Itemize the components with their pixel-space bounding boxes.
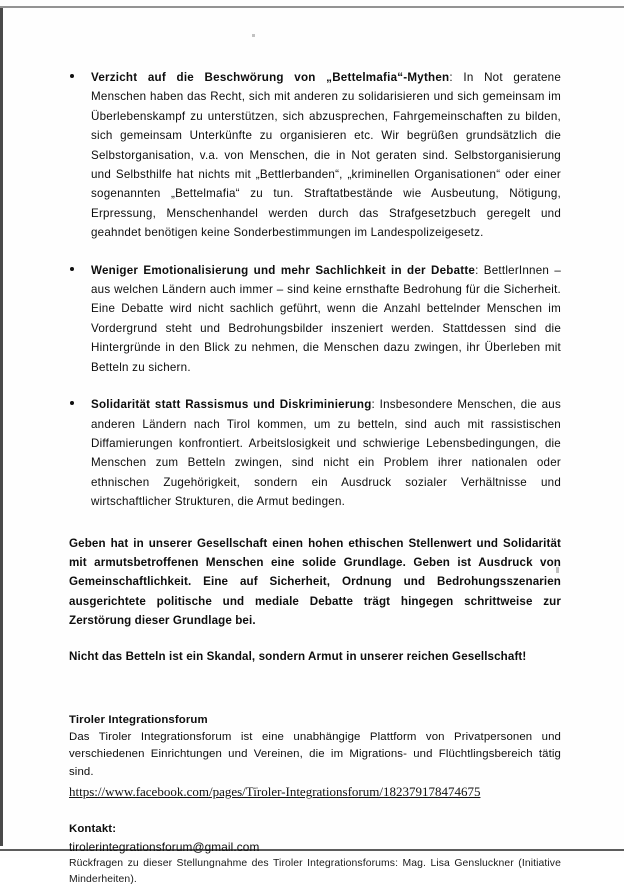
list-item — [69, 395, 561, 511]
facebook-url-link[interactable]: https://www.facebook.com/pages/Tiroler-Integrationsforum/182379178474675 — [69, 784, 481, 800]
scan-speck-artifact — [252, 34, 255, 37]
scan-edge-top-artifact — [0, 6, 624, 8]
organization-heading: Tiroler Integrationsforum — [69, 713, 208, 726]
demands-list — [69, 68, 561, 512]
document-body — [69, 68, 561, 887]
bullet-lead-in: Weniger Emotionalisierung und mehr Sachlichkeit in der Debatte — [91, 263, 476, 277]
scan-edge-left-artifact — [0, 8, 3, 846]
contact-heading: Kontakt: — [69, 823, 117, 836]
closing-statement: Nicht das Betteln ist ein Skandal, sondern Armut in unserer reichen Gesellschaft! — [69, 649, 527, 663]
contact-note: Rückfragen zu dieser Stellungnahme des Tiroler Integrationsforums: Mag. Lisa Gensluckner (Initiative Minderheiten). — [69, 858, 561, 885]
bullet-paragraph — [91, 261, 561, 377]
bullet-point-icon — [70, 401, 74, 405]
bullet-body-text: : BettlerInnen – aus welchen Ländern auch immer – sind keine ernsthafte Bedrohung für die Sicherheit. Eine Debatte wird nicht sachlich geführt, wenn die Anzahl bettelnder Menschen im Vordergrund steht und Bedrohungsbilder inszeniert werden. Stattdessen sind die Hintergründe in den Blick zu nehmen, die Menschen dazu zwingen, ihr Überleben mit Betteln zu sichern. — [91, 263, 561, 374]
bullet-paragraph — [91, 395, 561, 511]
bullet-body-text: : Insbesondere Menschen, die aus anderen Ländern nach Tirol kommen, um zu betteln, sind auch mit rassistischen Diffamierungen konfrontiert. Arbeitslosigkeit und schwierige Lebensbedingungen, die Menschen zum Betteln zwingen, sind nicht ein Problem ihrer nationalen oder ethnischen Zugehörigkeit, sondern ein Ausdruck sozialer Verhältnisse und wirtschaftlicher Strukturen, die Armut bedingen. — [91, 398, 562, 509]
contact-block — [69, 821, 561, 887]
footer-section — [69, 712, 561, 887]
list-item — [69, 261, 561, 377]
closing-paragraph: Geben hat in unserer Gesellschaft einen hohen ethischen Stellenwert und Solidarität mit armutsbetroffenen Menschen eine solide Grundlage. Geben ist Ausdruck von Gemeinschaftlichkeit. Eine auf Sicherheit, Ordnung und Bedrohungsszenarien ausgerichtete politische und mediale Debatte trägt hingegen schrittweise zur Zerstörung dieser Grundlage bei. — [69, 536, 561, 628]
bullet-body-text: : In Not geratene Menschen haben das Recht, sich mit anderen zu solidarisieren und sich gemeinsam im Überlebenskampf zu unterstützen, sich abzusprechen, Fahrgemeinschaften zu bilden, sich gemeinsam Unterkünfte zu organisieren etc. Wir begrüßen grundsätzlich die Selbstorganisation, v.a. von Menschen, die in Not geraten sind. Selbstorganisierung und Selbsthilfe hat nichts mit „Bettlerbanden“, „kriminellen Organisationen“ oder einer sogenannten „Bettelmafia“ zu tun. Straftatbestände wie Ausbeutung, Nötigung, Erpressung, Menschenhandel werden durch das Strafgesetzbuch geregelt und geahndet benötigen keine Sonderbestimmungen im Landespolizeigesetz. — [91, 71, 561, 240]
organization-description: Das Tiroler Integrationsforum ist eine unabhängige Plattform von Privatpersonen und verschiedenen Einrichtungen und Vereinen, die im Migrations- und Flüchtlingsbereich tätig sind. — [69, 730, 561, 778]
bullet-lead-in: Solidarität statt Rassismus und Diskriminierung — [91, 398, 372, 412]
bullet-paragraph — [91, 68, 561, 243]
bullet-point-icon — [70, 74, 74, 78]
bullet-lead-in: Verzicht auf die Beschwörung von „Bettelmafia“-Mythen — [91, 71, 450, 84]
list-item — [69, 68, 561, 243]
bullet-point-icon — [70, 267, 74, 271]
contact-email[interactable]: tirolerintegrationsforum@gmail.com — [69, 840, 260, 855]
